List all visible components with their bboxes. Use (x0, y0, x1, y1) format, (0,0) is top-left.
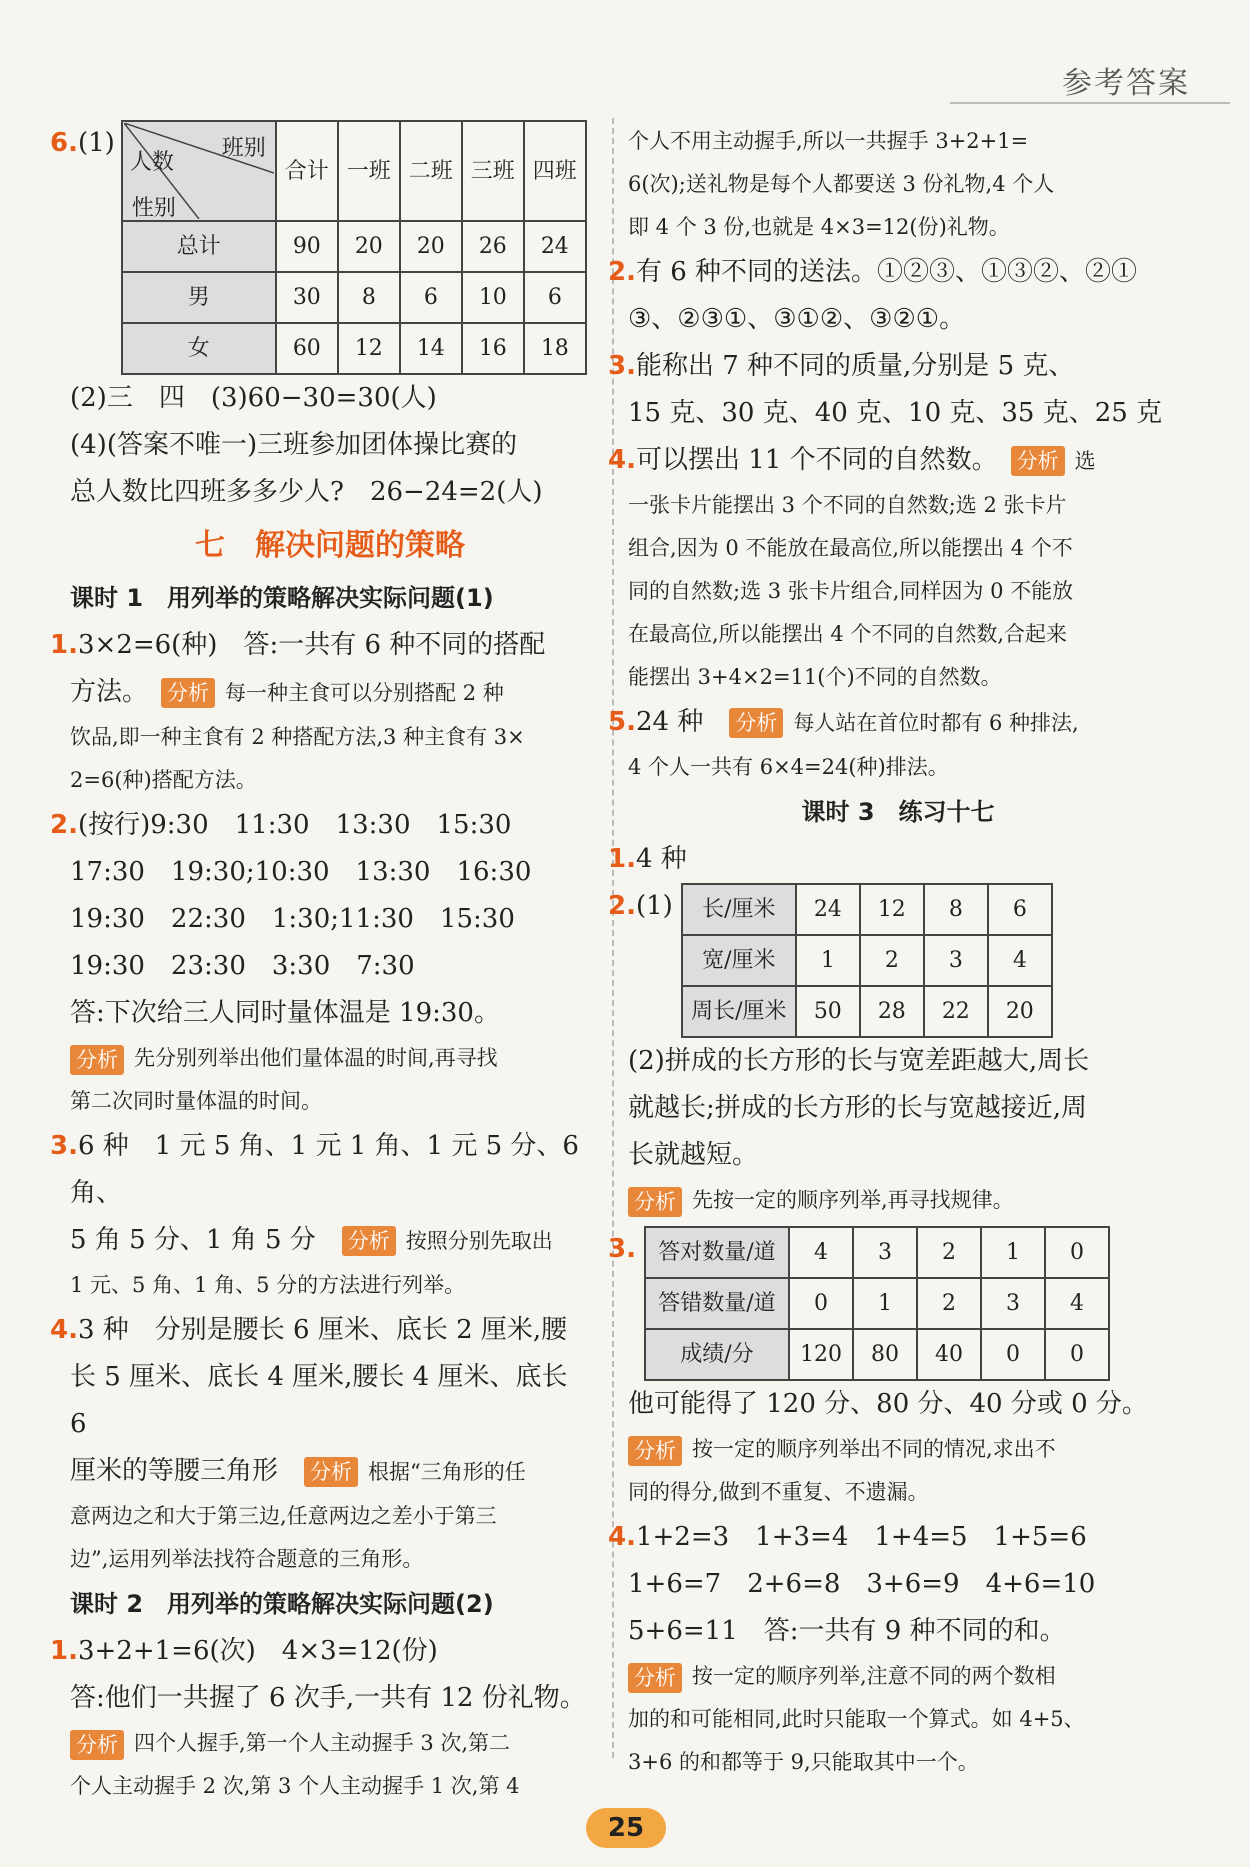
q2-line: 第二次同时量体温的时间。 (70, 1089, 322, 1113)
analysis-tag: 分析 (70, 1045, 124, 1075)
header-tag: 参考答案 (1062, 66, 1190, 101)
right-column (608, 120, 1168, 1784)
q4-line: 边”,运用列举法找符合题意的三角形。 (70, 1547, 424, 1571)
cell: 20 (988, 986, 1052, 1037)
cell: 0 (789, 1278, 853, 1329)
cell: 8 (338, 272, 400, 323)
e4-line: 按一定的顺序列举,注意不同的两个数相 (692, 1664, 1056, 1688)
row-label: 答对数量/道 (645, 1227, 789, 1278)
q6-table-diagonal-header (122, 121, 276, 221)
cell: 24 (796, 884, 860, 935)
q4-line: 根据“三角形的任 (368, 1460, 526, 1484)
q1-line: 饮品,即一种主食有 2 种搭配方法,3 种主食有 3× (70, 725, 525, 749)
analysis-tag: 分析 (628, 1663, 682, 1693)
col-header: 一班 (338, 121, 400, 221)
q6-part4b: 总人数比四班多多少人? 26−24=2(人) (70, 477, 543, 507)
cell: 1 (981, 1227, 1045, 1278)
r-q4-line: 一张卡片能摆出 3 个不同的自然数;选 2 张卡片 (628, 493, 1067, 517)
q4-line: 意两边之和大于第三边,任意两边之差小于第三 (70, 1504, 497, 1528)
cell: 28 (860, 986, 924, 1037)
cell: 12 (860, 884, 924, 935)
diag-top: 班别 (221, 136, 266, 161)
q3-number: 3. (50, 1131, 78, 1161)
cell: 26 (462, 221, 524, 272)
r-q5-number: 5. (608, 707, 636, 737)
q1-line: 每一种主食可以分别搭配 2 种 (225, 681, 504, 705)
r-q4-line: 组合,因为 0 不能放在最高位,所以能摆出 4 个不 (628, 536, 1073, 560)
col-header: 二班 (400, 121, 462, 221)
cell: 6 (524, 272, 586, 323)
e2-line: 就越长;拼成的长方形的长与宽越接近,周 (628, 1093, 1088, 1123)
row-label: 周长/厘米 (682, 986, 796, 1037)
r-q4-line: 选 (1074, 449, 1096, 473)
q1-number: 1. (50, 630, 78, 660)
cell: 3 (981, 1278, 1045, 1329)
r-q2-number: 2. (608, 257, 636, 287)
q4-line: 长 5 厘米、底长 4 厘米,腰长 4 厘米、底长 6 (70, 1362, 568, 1439)
q3-line: 6 种 1 元 5 角、1 元 1 角、1 元 5 分、6 角、 (70, 1131, 579, 1208)
left-column (50, 120, 590, 1808)
r-q5-line: 每人站在首位时都有 6 种排法, (793, 711, 1079, 735)
cell: 60 (276, 323, 338, 374)
e2-row (608, 883, 1168, 1038)
cell: 2 (917, 1278, 981, 1329)
e3-line: 他可能得了 120 分、80 分、40 分或 0 分。 (628, 1389, 1148, 1419)
continued-line: 即 4 个 3 份,也就是 4×3=12(份)礼物。 (628, 215, 1010, 239)
cell: 80 (853, 1329, 917, 1380)
q6-part1: (1) (77, 128, 115, 158)
col-header: 三班 (462, 121, 524, 221)
cell: 1 (853, 1278, 917, 1329)
cell: 20 (400, 221, 462, 272)
e4-line: 1+6=7 2+6=8 3+6=9 4+6=10 (628, 1569, 1096, 1599)
e2-table (681, 883, 1053, 1038)
r-q4-number: 4. (608, 445, 636, 475)
e3-number: 3. (608, 1234, 636, 1264)
q2-number: 2. (50, 810, 78, 840)
diag-mid: 人数 (129, 150, 174, 175)
q6-table (121, 120, 587, 375)
analysis-tag: 分析 (161, 678, 215, 708)
cell: 14 (400, 323, 462, 374)
r-q4-line: 可以摆出 11 个不同的自然数。 (635, 445, 985, 475)
e3-row (608, 1226, 1168, 1381)
cell: 20 (338, 221, 400, 272)
e2-line: 先按一定的顺序列举,再寻找规律。 (692, 1188, 1014, 1212)
q3-line: 按照分别先取出 (405, 1229, 553, 1253)
cell: 16 (462, 323, 524, 374)
continued-line: 6(次);送礼物是每个人都要送 3 份礼物,4 个人 (628, 172, 1055, 196)
cell: 0 (981, 1329, 1045, 1380)
cell: 50 (796, 986, 860, 1037)
diag-bottom: 性别 (131, 196, 176, 221)
analysis-tag: 分析 (1011, 446, 1065, 476)
r-q5-line: 24 种 (635, 707, 704, 737)
cell: 6 (988, 884, 1052, 935)
cell: 6 (400, 272, 462, 323)
q1b-number: 1. (50, 1636, 78, 1666)
col-header: 四班 (524, 121, 586, 221)
section-title: 七 解决问题的策略 (195, 528, 465, 563)
page-number: 25 (586, 1808, 666, 1848)
q6-row (50, 120, 590, 375)
cell: 4 (789, 1227, 853, 1278)
row-label: 长/厘米 (682, 884, 796, 935)
e4-line: 3+6 的和都等于 9,只能取其中一个。 (628, 1750, 979, 1774)
analysis-tag: 分析 (342, 1226, 396, 1256)
cell: 8 (924, 884, 988, 935)
q1-line: 方法。 (70, 677, 136, 707)
cell: 1 (796, 935, 860, 986)
e4-line: 5+6=11 答:一共有 9 种不同的和。 (628, 1616, 1066, 1646)
cell: 12 (338, 323, 400, 374)
q4-line: 3 种 分别是腰长 6 厘米、底长 2 厘米,腰 (77, 1315, 568, 1345)
cell: 10 (462, 272, 524, 323)
r-q3-number: 3. (608, 351, 636, 381)
lesson2-title: 课时 2 用列举的策略解决实际问题(2) (70, 1590, 494, 1618)
r-q4-line: 能摆出 3+4×2=11(个)不同的自然数。 (628, 665, 1002, 689)
analysis-tag: 分析 (70, 1730, 124, 1760)
q4-line: 厘米的等腰三角形 (70, 1456, 279, 1486)
q3-line: 5 角 5 分、1 角 5 分 (70, 1225, 316, 1255)
lesson3-title: 课时 3 练习十七 (801, 798, 995, 826)
r-q3-line: 能称出 7 种不同的质量,分别是 5 克、 (635, 351, 1075, 381)
row-label: 男 (122, 272, 276, 323)
cell: 2 (860, 935, 924, 986)
analysis-tag: 分析 (628, 1436, 682, 1466)
e1-number: 1. (608, 844, 636, 874)
row-label: 总计 (122, 221, 276, 272)
cell: 120 (789, 1329, 853, 1380)
row-label: 宽/厘米 (682, 935, 796, 986)
e3-line: 同的得分,做到不重复、不遗漏。 (628, 1480, 929, 1504)
cell: 30 (276, 272, 338, 323)
q1b-line: 四个人握手,第一个人主动握手 3 次,第二 (134, 1731, 511, 1755)
q1b-line: 答:他们一共握了 6 次手,一共有 12 份礼物。 (70, 1683, 586, 1713)
r-q2-line: ③、②③①、③①②、③②①。 (628, 304, 966, 334)
row-label: 成绩/分 (645, 1329, 789, 1380)
cell: 22 (924, 986, 988, 1037)
cell: 4 (1045, 1278, 1109, 1329)
cell: 3 (924, 935, 988, 986)
q1b-line: 个人主动握手 2 次,第 3 个人主动握手 1 次,第 4 (70, 1774, 520, 1798)
cell: 3 (853, 1227, 917, 1278)
cell: 0 (1045, 1227, 1109, 1278)
r-q4-line: 同的自然数;选 3 张卡片组合,同样因为 0 不能放 (628, 579, 1074, 603)
col-header: 合计 (276, 121, 338, 221)
row-label: 答错数量/道 (645, 1278, 789, 1329)
q2-line: 先分别列举出他们量体温的时间,再寻找 (134, 1046, 498, 1070)
q2-line: 19:30 23:30 3:30 7:30 (70, 951, 415, 981)
r-q5-line: 4 个人一共有 6×4=24(种)排法。 (628, 755, 949, 779)
e3-table (644, 1226, 1110, 1381)
q2-line: 17:30 19:30;10:30 13:30 16:30 (70, 857, 532, 887)
header-line (950, 102, 1230, 104)
continued-line: 个人不用主动握手,所以一共握手 3+2+1= (628, 129, 1029, 153)
e1-line: 4 种 (635, 844, 687, 874)
q2-line: 19:30 22:30 1:30;11:30 15:30 (70, 904, 515, 934)
cell: 4 (988, 935, 1052, 986)
q1-line: 3×2=6(种) 答:一共有 6 种不同的搭配 (77, 630, 546, 660)
e4-line: 1+2=3 1+3=4 1+4=5 1+5=6 (635, 1522, 1087, 1552)
analysis-tag: 分析 (729, 708, 783, 738)
analysis-tag: 分析 (628, 1187, 682, 1217)
row-label: 女 (122, 323, 276, 374)
q2-line: (按行)9:30 11:30 13:30 15:30 (77, 810, 512, 840)
r-q4-line: 在最高位,所以能摆出 4 个不同的自然数,合起来 (628, 622, 1068, 646)
e2-part1: (1) (635, 891, 673, 921)
cell: 24 (524, 221, 586, 272)
e4-line: 加的和可能相同,此时只能取一个算式。如 4+5、 (628, 1707, 1085, 1731)
e3-line: 按一定的顺序列举出不同的情况,求出不 (692, 1437, 1056, 1461)
r-q3-line: 15 克、30 克、40 克、10 克、35 克、25 克 (628, 398, 1163, 428)
q2-line: 答:下次给三人同时量体温是 19:30。 (70, 998, 500, 1028)
lesson1-title: 课时 1 用列举的策略解决实际问题(1) (70, 584, 494, 612)
cell: 0 (1045, 1329, 1109, 1380)
e4-number: 4. (608, 1522, 636, 1552)
r-q2-line: 有 6 种不同的送法。①②③、①③②、②① (635, 257, 1138, 287)
q1b-line: 3+2+1=6(次) 4×3=12(份) (77, 1636, 438, 1666)
e2-line: (2)拼成的长方形的长与宽差距越大,周长 (628, 1046, 1090, 1076)
e2-number: 2. (608, 891, 636, 921)
q6-part2: (2)三 四 (3)60−30=30(人) (70, 383, 437, 413)
analysis-tag: 分析 (304, 1457, 358, 1487)
q6-part4a: (4)(答案不唯一)三班参加团体操比赛的 (70, 430, 518, 460)
cell: 40 (917, 1329, 981, 1380)
cell: 2 (917, 1227, 981, 1278)
e2-line: 长就越短。 (628, 1140, 759, 1170)
q6-number: 6. (50, 128, 78, 158)
q3-line: 1 元、5 角、1 角、5 分的方法进行列举。 (70, 1273, 466, 1297)
cell: 18 (524, 323, 586, 374)
cell: 90 (276, 221, 338, 272)
q1-line: 2=6(种)搭配方法。 (70, 768, 257, 792)
q4-number: 4. (50, 1315, 78, 1345)
